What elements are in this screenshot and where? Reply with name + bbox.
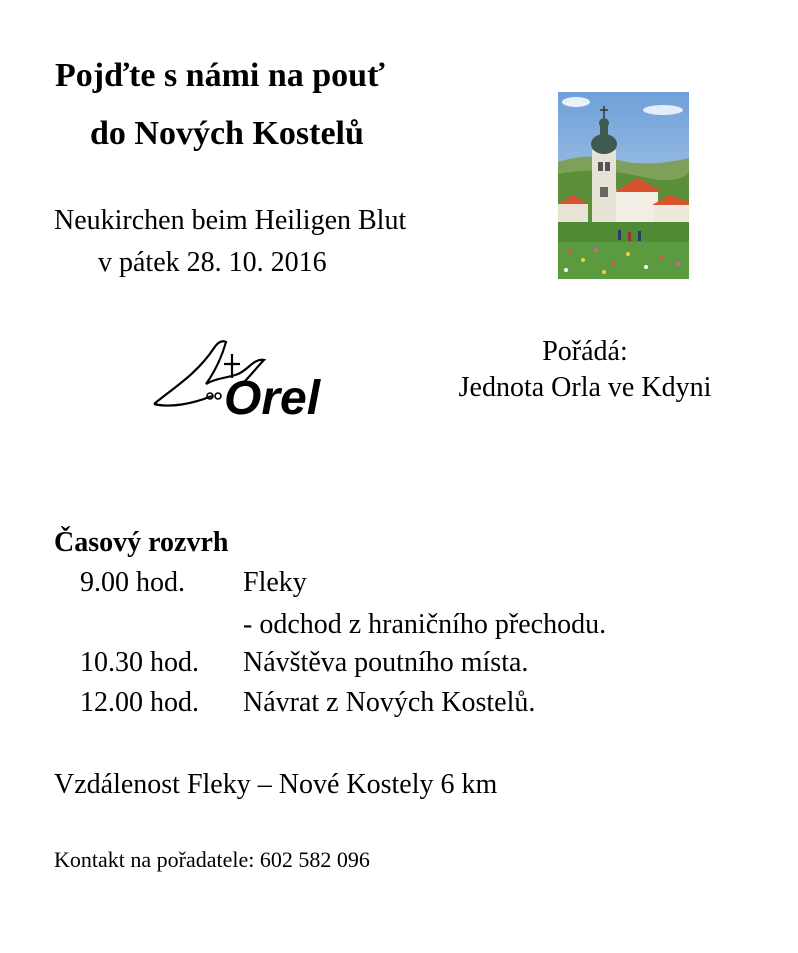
- subtitle-date: v pátek 28. 10. 2016: [98, 247, 327, 278]
- title-line-1: Pojďte s námi na pouť: [55, 57, 385, 94]
- church-photo: [558, 92, 689, 279]
- contact-text: Kontakt na pořadatele: 602 582 096: [54, 847, 370, 872]
- logo-text: Orel: [224, 372, 321, 424]
- organizer-block: [410, 334, 760, 406]
- schedule-time: 9.00 hod.: [80, 567, 185, 598]
- title-line-2: do Nových Kostelů: [90, 115, 364, 152]
- schedule-text: Fleky: [243, 567, 307, 598]
- subtitle-place: Neukirchen beim Heiligen Blut: [54, 205, 407, 236]
- orel-logo: [152, 334, 362, 424]
- schedule-text: Návštěva poutního místa.: [243, 647, 529, 678]
- distance-text: Vzdálenost Fleky – Nové Kostely 6 km: [54, 769, 498, 800]
- schedule-text: - odchod z hraničního přechodu.: [243, 609, 607, 640]
- schedule-title: Časový rozvrh: [54, 527, 229, 558]
- schedule-row: [80, 646, 528, 680]
- organizer-name: Jednota Orla ve Kdyni: [458, 372, 712, 403]
- schedule-text: Návrat z Nových Kostelů.: [243, 687, 536, 718]
- schedule-row: [80, 608, 606, 642]
- schedule-time: 12.00 hod.: [80, 687, 199, 718]
- schedule-time: 10.30 hod.: [80, 647, 199, 678]
- schedule-row: [80, 566, 307, 600]
- organizer-label: Pořádá:: [542, 336, 628, 367]
- schedule-row: [80, 686, 535, 720]
